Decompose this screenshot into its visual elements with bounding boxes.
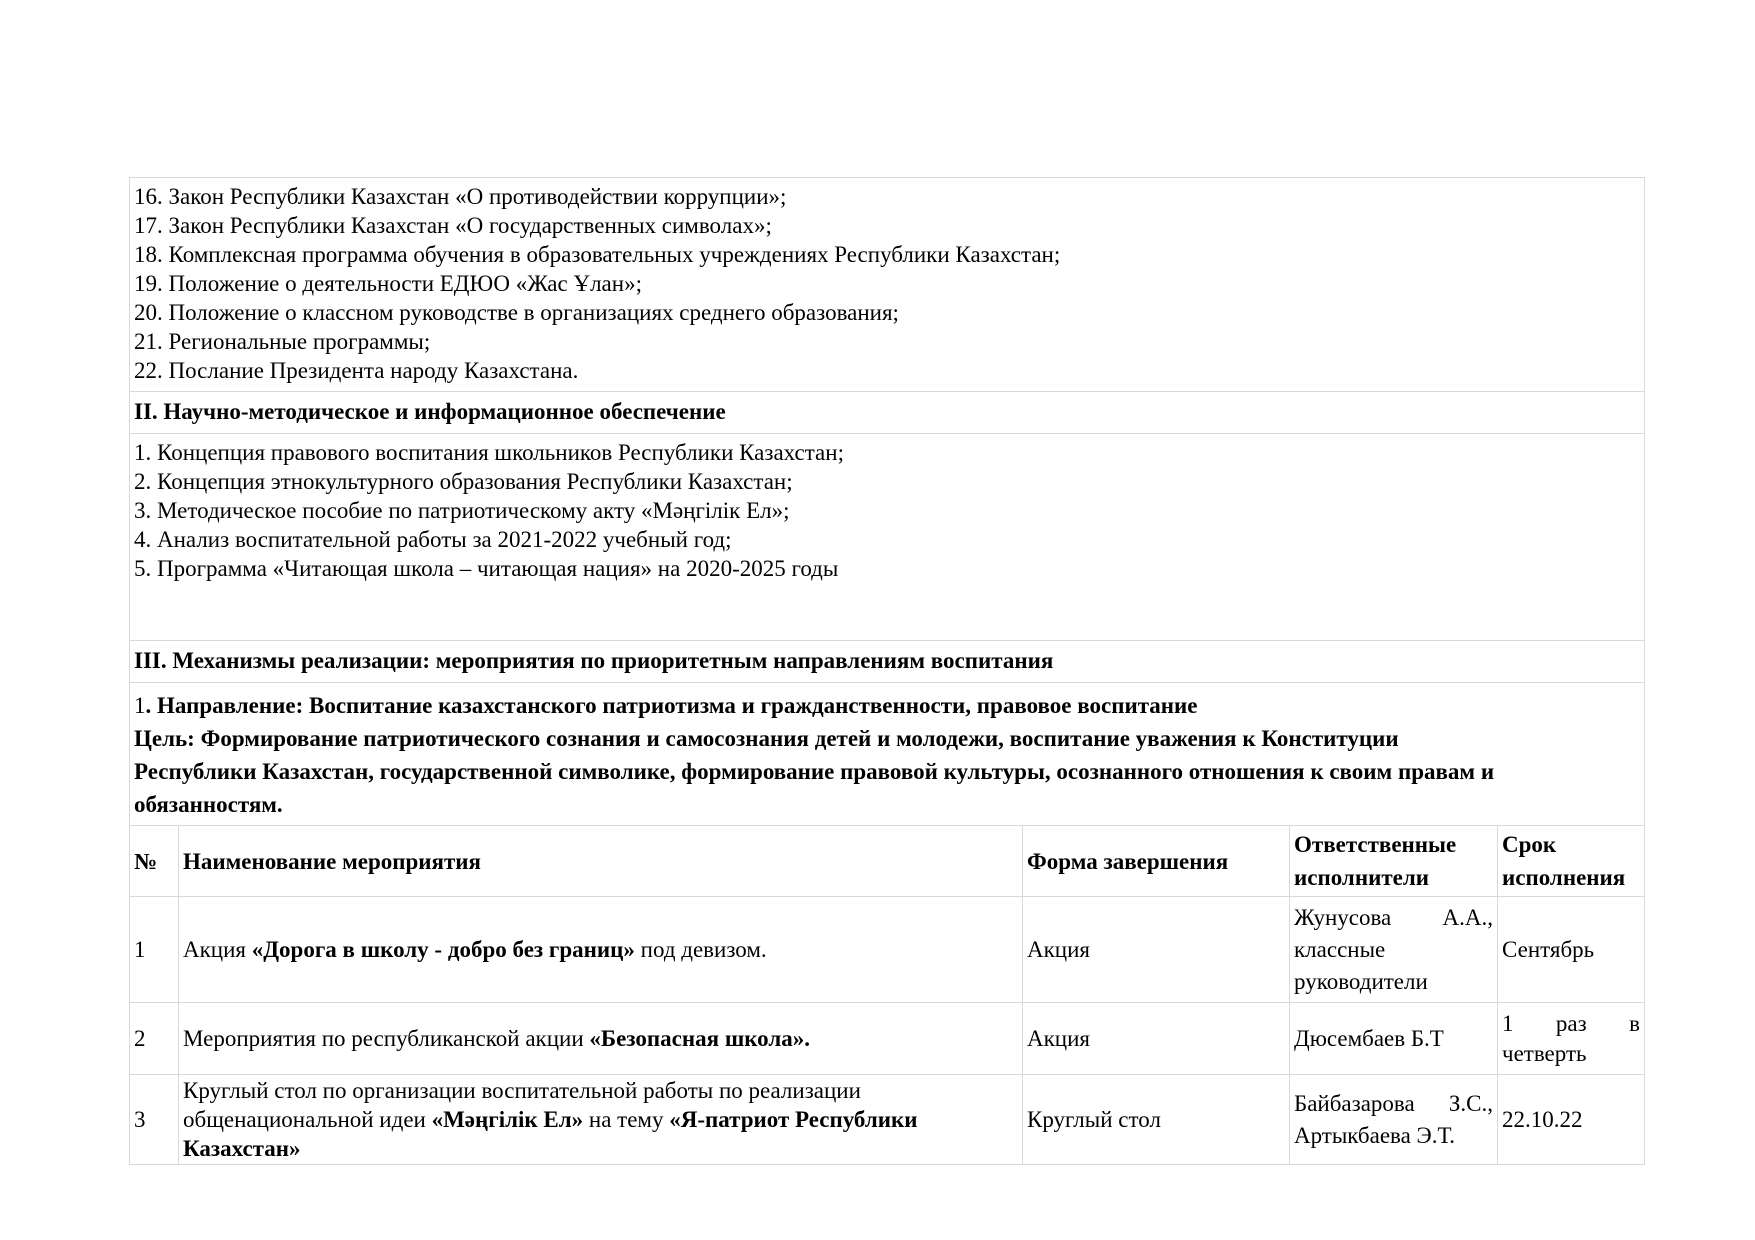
row-name: Мероприятия по республиканской акции «Безопасная школа». (179, 1003, 1023, 1075)
list-item: 20. Положение о классном руководстве в организациях среднего образования; (134, 300, 899, 325)
goal-line: обязанностям. (134, 792, 283, 817)
section2-heading: II. Научно-методическое и информационное обеспечение (130, 392, 1645, 434)
section2-list (130, 434, 1645, 641)
row-responsible: Байбазарова З.С., Артыкбаева Э.Т. (1290, 1075, 1498, 1165)
row-name: Круглый стол по организации воспитательной работы по реализации общенациональной идеи «Мәңгілік Ел» на тему «Я-патриот Республики Казахстан» (179, 1075, 1023, 1165)
table-row (130, 897, 1645, 1003)
goal-line: Цель: Формирование патриотического сознания и самосознания детей и молодежи, воспитание уважения к Конституции (134, 726, 1399, 751)
direction-block (130, 683, 1645, 826)
header-name: Наименование мероприятия (179, 826, 1023, 897)
list-item: 17. Закон Республики Казахстан «О государственных символах»; (134, 213, 772, 238)
section2-heading-row (130, 392, 1645, 434)
row-responsible: Дюсембаев Б.Т (1290, 1003, 1498, 1075)
row-form: Круглый стол (1023, 1075, 1290, 1165)
row-form: Акция (1023, 1003, 1290, 1075)
row-name: Акция «Дорога в школу - добро без границ» под девизом. (179, 897, 1023, 1003)
list-item: 4. Анализ воспитательной работы за 2021-2022 учебный год; (134, 527, 732, 552)
header-term: Срок исполнения (1498, 826, 1645, 897)
row-form: Акция (1023, 897, 1290, 1003)
section3-heading-row (130, 641, 1645, 683)
direction-title (134, 689, 1640, 722)
list-item: 22. Послание Президента народу Казахстана. (134, 358, 579, 383)
row-num: 2 (130, 1003, 179, 1075)
list-item: 16. Закон Республики Казахстан «О противодействии коррупции»; (134, 184, 787, 209)
goal-line: Республики Казахстан, государственной символике, формирование правовой культуры, осознанного отношения к своим правам и (134, 759, 1495, 784)
list-item: 19. Положение о деятельности ЕДЮО «Жас Ұлан»; (134, 271, 642, 296)
laws-list (130, 178, 1645, 392)
list-item: 3. Методическое пособие по патриотическому акту «Мәңгілік Ел»; (134, 498, 790, 523)
row-num: 3 (130, 1075, 179, 1165)
direction-number: 1 (134, 693, 146, 718)
header-responsible: Ответственные исполнители (1290, 826, 1498, 897)
list-item: 2. Концепция этнокультурного образования Республики Казахстан; (134, 469, 793, 494)
row-responsible: Жунусова А.А., классные руководители (1290, 897, 1498, 1003)
header-form: Форма завершения (1023, 826, 1290, 897)
table-row (130, 1075, 1645, 1165)
header-num: № (130, 826, 179, 897)
plan-table (129, 177, 1645, 1165)
direction-text: . Направление: Воспитание казахстанского патриотизма и гражданственности, правовое воспитание (145, 693, 1198, 718)
list-item: 1. Концепция правового воспитания школьников Республики Казахстан; (134, 440, 844, 465)
direction-row (130, 683, 1645, 826)
row-term: 22.10.22 (1498, 1075, 1645, 1165)
row-term: 1 раз в четверть (1498, 1003, 1645, 1075)
table-header-row (130, 826, 1645, 897)
list-item: 18. Комплексная программа обучения в образовательных учреждениях Республики Казахстан; (134, 242, 1061, 267)
document-page (129, 177, 1644, 1165)
section3-heading: III. Механизмы реализации: мероприятия по приоритетным направлениям воспитания (130, 641, 1645, 683)
list-item: 5. Программа «Читающая школа – читающая нация» на 2020-2025 годы (134, 556, 839, 581)
laws-list-row (130, 178, 1645, 392)
table-row (130, 1003, 1645, 1075)
row-term: Сентябрь (1498, 897, 1645, 1003)
section2-items-row (130, 434, 1645, 641)
row-num: 1 (130, 897, 179, 1003)
list-item: 21. Региональные программы; (134, 329, 431, 354)
